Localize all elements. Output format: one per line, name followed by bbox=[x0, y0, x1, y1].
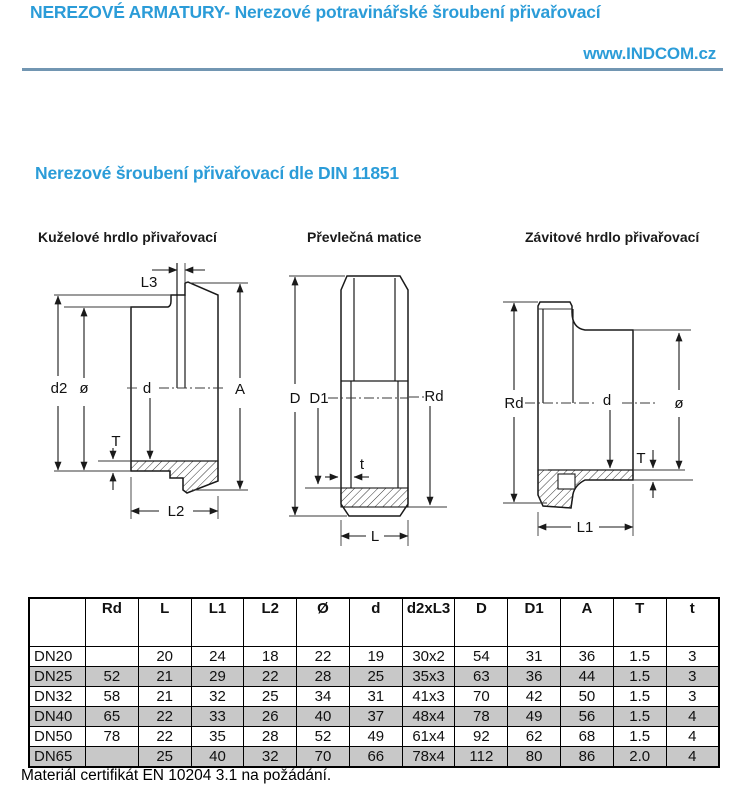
dim-label-l3: L3 bbox=[140, 274, 158, 291]
dim-label-d: d bbox=[142, 380, 152, 397]
dim-label-L1: L1 bbox=[576, 519, 594, 536]
table-cell: 1.5 bbox=[613, 707, 666, 727]
table-cell: 36 bbox=[508, 667, 561, 687]
table-cell: 29 bbox=[191, 667, 244, 687]
table-cell bbox=[86, 747, 139, 768]
table-header-cell: Ø bbox=[297, 598, 350, 647]
table-cell: 54 bbox=[455, 647, 508, 667]
table-cell: 28 bbox=[244, 727, 297, 747]
table-cell: 21 bbox=[138, 667, 191, 687]
table-cell: 25 bbox=[244, 687, 297, 707]
table-cell: 31 bbox=[508, 647, 561, 667]
table-cell: 18 bbox=[244, 647, 297, 667]
table-cell: DN25 bbox=[29, 667, 86, 687]
diagram-title-cone-liner: Kuželové hrdlo přivařovací bbox=[38, 229, 217, 245]
table-cell: 30x2 bbox=[402, 647, 455, 667]
dim-label-D: D bbox=[289, 390, 301, 407]
dim-label-dia: ø bbox=[674, 395, 684, 412]
table-cell: 49 bbox=[349, 727, 402, 747]
table-cell: 68 bbox=[561, 727, 614, 747]
table-header-cell: L2 bbox=[244, 598, 297, 647]
table-header-cell bbox=[29, 598, 86, 647]
table-body bbox=[29, 647, 719, 768]
table-header-cell: Rd bbox=[86, 598, 139, 647]
table-cell: 49 bbox=[508, 707, 561, 727]
table-cell: 66 bbox=[349, 747, 402, 768]
dim-label-d2: d2 bbox=[50, 380, 68, 397]
table-cell: 4 bbox=[666, 747, 719, 768]
table-cell: 78 bbox=[455, 707, 508, 727]
table-cell: DN65 bbox=[29, 747, 86, 768]
table-cell: 1.5 bbox=[613, 727, 666, 747]
table-cell: DN50 bbox=[29, 727, 86, 747]
table-cell: 4 bbox=[666, 707, 719, 727]
table-cell: 1.5 bbox=[613, 647, 666, 667]
table-header-cell: D1 bbox=[508, 598, 561, 647]
table-cell: 22 bbox=[244, 667, 297, 687]
table-row bbox=[29, 687, 719, 707]
table-cell: 70 bbox=[297, 747, 350, 768]
table-cell: DN32 bbox=[29, 687, 86, 707]
table-cell: 80 bbox=[508, 747, 561, 768]
table-cell: 61x4 bbox=[402, 727, 455, 747]
table-cell: 26 bbox=[244, 707, 297, 727]
diagram-title-threaded-liner: Závitové hrdlo přivařovací bbox=[525, 229, 700, 245]
table-row bbox=[29, 667, 719, 687]
table-cell: 40 bbox=[191, 747, 244, 768]
dim-label-d: d bbox=[602, 392, 612, 409]
nut-thread-hatch bbox=[341, 488, 408, 507]
table-cell: 22 bbox=[138, 727, 191, 747]
cone-liner-diagram bbox=[40, 256, 260, 556]
dim-label-Rd: Rd bbox=[504, 395, 524, 412]
table-cell: 63 bbox=[455, 667, 508, 687]
table-header-cell: d bbox=[349, 598, 402, 647]
table-cell: 28 bbox=[297, 667, 350, 687]
dim-label-L: L bbox=[370, 528, 380, 545]
table-cell: 44 bbox=[561, 667, 614, 687]
table-cell: 22 bbox=[297, 647, 350, 667]
table-cell: 78 bbox=[86, 727, 139, 747]
table-header-cell: L bbox=[138, 598, 191, 647]
table-cell: 42 bbox=[508, 687, 561, 707]
table-cell: DN40 bbox=[29, 707, 86, 727]
table-cell: 1.5 bbox=[613, 687, 666, 707]
table-header-cell: T bbox=[613, 598, 666, 647]
page-title: NEREZOVÉ ARMATURY- Nerezové potravinářské šroubení přivařovací bbox=[30, 2, 601, 22]
weld-section-hatch bbox=[538, 470, 633, 508]
table-header-cell: t bbox=[666, 598, 719, 647]
table-cell: 37 bbox=[349, 707, 402, 727]
footer-note: Materiál certifikát EN 10204 3.1 na požádání. bbox=[21, 767, 332, 784]
table-cell: 58 bbox=[86, 687, 139, 707]
table-cell: DN20 bbox=[29, 647, 86, 667]
dim-label-Rd: Rd bbox=[424, 388, 444, 405]
dimensions-table bbox=[28, 597, 720, 768]
table-cell: 36 bbox=[561, 647, 614, 667]
table-cell: 35 bbox=[191, 727, 244, 747]
table-cell: 25 bbox=[138, 747, 191, 768]
table-cell: 32 bbox=[191, 687, 244, 707]
table-cell: 52 bbox=[86, 667, 139, 687]
diagram-title-union-nut: Převlečná matice bbox=[307, 229, 422, 245]
table-cell: 50 bbox=[561, 687, 614, 707]
table-header-cell: L1 bbox=[191, 598, 244, 647]
table-cell: 78x4 bbox=[402, 747, 455, 768]
table-cell: 48x4 bbox=[402, 707, 455, 727]
table-cell: 22 bbox=[138, 707, 191, 727]
table-header-row bbox=[29, 598, 719, 647]
table-cell: 92 bbox=[455, 727, 508, 747]
dim-label-D1: D1 bbox=[309, 390, 329, 407]
table-cell: 34 bbox=[297, 687, 350, 707]
dim-label-a: A bbox=[234, 381, 246, 398]
table-cell: 4 bbox=[666, 727, 719, 747]
table-cell bbox=[86, 647, 139, 667]
gasket-groove bbox=[558, 474, 575, 489]
table-cell: 2.0 bbox=[613, 747, 666, 768]
table-cell: 56 bbox=[561, 707, 614, 727]
table-cell: 3 bbox=[666, 687, 719, 707]
table-header-cell: d2xL3 bbox=[402, 598, 455, 647]
threaded-liner-diagram bbox=[495, 262, 725, 552]
table-cell: 52 bbox=[297, 727, 350, 747]
table-row bbox=[29, 727, 719, 747]
table-cell: 62 bbox=[508, 727, 561, 747]
table-cell: 24 bbox=[191, 647, 244, 667]
table-cell: 1.5 bbox=[613, 667, 666, 687]
dim-label-t: T bbox=[111, 433, 121, 450]
table-cell: 31 bbox=[349, 687, 402, 707]
table-cell: 20 bbox=[138, 647, 191, 667]
dim-label-l2: L2 bbox=[167, 503, 185, 520]
table-cell: 86 bbox=[561, 747, 614, 768]
table-cell: 21 bbox=[138, 687, 191, 707]
table-row bbox=[29, 747, 719, 768]
table-header-cell: D bbox=[455, 598, 508, 647]
table-cell: 35x3 bbox=[402, 667, 455, 687]
table-cell: 40 bbox=[297, 707, 350, 727]
union-nut-diagram bbox=[285, 262, 485, 557]
dim-label-t: t bbox=[359, 456, 365, 473]
dim-label-T: T bbox=[636, 450, 646, 467]
table-row bbox=[29, 647, 719, 667]
table-header-cell: A bbox=[561, 598, 614, 647]
dim-label-dia: ø bbox=[79, 380, 89, 397]
dimensions-table-wrap bbox=[28, 597, 720, 768]
table-cell: 65 bbox=[86, 707, 139, 727]
table-cell: 112 bbox=[455, 747, 508, 768]
header-divider bbox=[22, 68, 723, 71]
table-cell: 3 bbox=[666, 647, 719, 667]
table-cell: 32 bbox=[244, 747, 297, 768]
table-cell: 41x3 bbox=[402, 687, 455, 707]
table-row bbox=[29, 707, 719, 727]
table-cell: 3 bbox=[666, 667, 719, 687]
table-cell: 25 bbox=[349, 667, 402, 687]
weld-section-hatch bbox=[131, 461, 218, 493]
table-cell: 70 bbox=[455, 687, 508, 707]
table-cell: 33 bbox=[191, 707, 244, 727]
table-cell: 19 bbox=[349, 647, 402, 667]
section-title: Nerezové šroubení přivařovací dle DIN 11851 bbox=[35, 163, 399, 183]
website-link[interactable]: www.INDCOM.cz bbox=[583, 44, 716, 63]
